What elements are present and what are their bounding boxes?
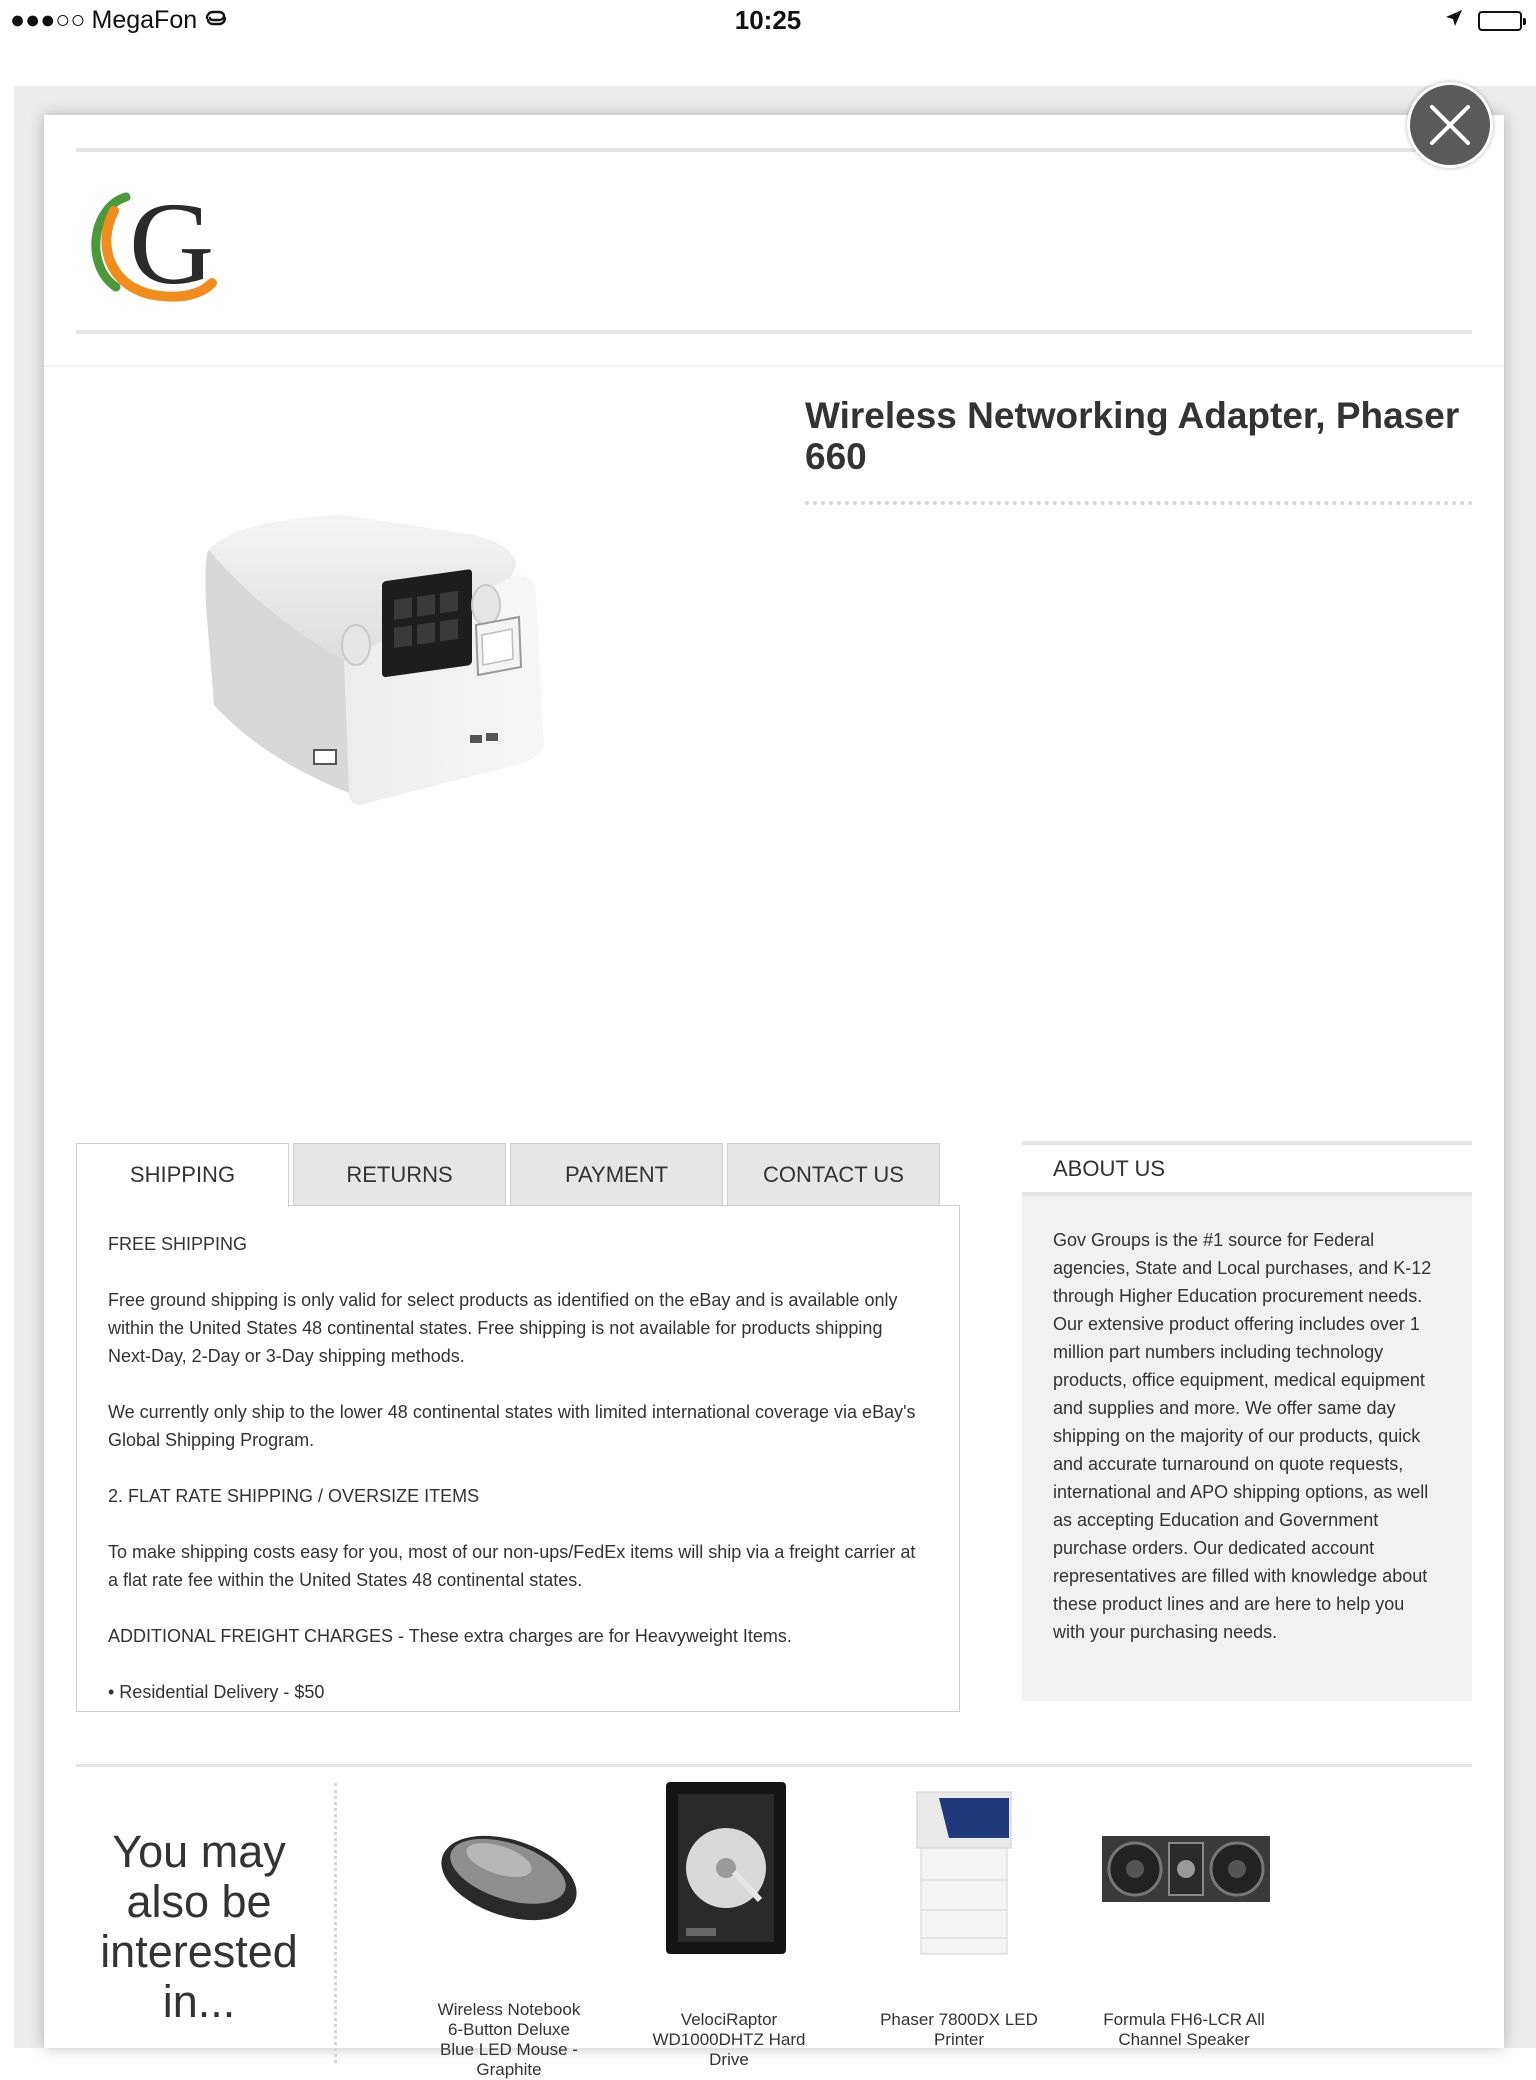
close-icon xyxy=(1429,104,1471,146)
printer-image xyxy=(909,1790,1019,1965)
info-tabs xyxy=(76,1143,940,1207)
related-item-label: Formula FH6-LCR All Channel Speaker xyxy=(1103,2010,1265,2049)
related-item-label: Wireless Notebook 6-Button Deluxe Blue LED Mouse - Graphite xyxy=(437,2000,581,2079)
status-right xyxy=(1444,8,1522,33)
related-item-printer[interactable] xyxy=(874,1780,1044,2050)
product-image[interactable] xyxy=(144,495,644,835)
tab-returns[interactable]: RETURNS xyxy=(293,1143,506,1205)
speaker-image xyxy=(1101,1835,1271,1908)
shipping-paragraph: ADDITIONAL FREIGHT CHARGES - These extra charges are for Heavyweight Items. xyxy=(108,1626,792,1646)
tab-contact-us[interactable]: CONTACT US xyxy=(727,1143,940,1205)
shipping-list-item: • Residential Delivery - $50 xyxy=(108,1682,325,1702)
shipping-panel[interactable] xyxy=(76,1205,960,1712)
about-us-body: Gov Groups is the #1 source for Federal agencies, State and Local purchases, and K-12 through Higher Education procurement needs. Our extensive product offering includes over 1 million part numbers including technology products, office equipment, medical equipment and supplies and more. We offer same day shipping on the majority of our products, quick and accurate turnaround on quote requests, international and APO shipping options, as well as accepting Education and Government purchase orders. Our dedicated account representatives are filled with knowledge about these product lines and are here to help you with your purchasing needs. xyxy=(1022,1196,1472,1701)
related-item-mouse[interactable] xyxy=(434,1780,584,2079)
related-item-speaker[interactable] xyxy=(1099,1780,1269,2050)
tab-shipping[interactable]: SHIPPING xyxy=(76,1143,289,1207)
close-button[interactable] xyxy=(1407,82,1493,168)
hard-drive-image xyxy=(664,1780,788,1961)
gov-groups-logo[interactable] xyxy=(74,175,244,310)
header-divider-top xyxy=(76,148,1472,152)
related-dotted-divider xyxy=(334,1783,337,2063)
signal-strength: ●●●○○ xyxy=(10,6,86,34)
related-title: You may also be interested in... xyxy=(100,1826,298,2027)
related-divider-top xyxy=(76,1764,1472,1767)
shipping-paragraph: To make shipping costs easy for you, most of our non-ups/FedEx items will ship via a freight carrier at a flat rate fee within the United States 48 continental states. xyxy=(108,1542,916,1590)
svg-text:G: G xyxy=(129,178,215,309)
location-arrow-icon xyxy=(1444,8,1464,33)
header-shadow xyxy=(44,365,1504,367)
mouse-image xyxy=(434,1820,584,1935)
product-modal xyxy=(44,115,1504,2079)
title-dotted-rule xyxy=(805,501,1473,505)
status-bar xyxy=(0,0,1536,40)
related-item-hard-drive[interactable] xyxy=(644,1780,814,2069)
header-divider-bottom xyxy=(76,330,1472,334)
related-item-label: VelociRaptor WD1000DHTZ Hard Drive xyxy=(652,2010,806,2069)
status-time: 10:25 xyxy=(734,5,802,35)
carrier-name: MegaFon xyxy=(91,6,198,34)
shipping-paragraph: Free ground shipping is only valid for select products as identified on the eBay and is available only within the United States 48 continental states. Free shipping is not available for products shipping Next-Day, 2-Day or 3-Day shipping methods. xyxy=(108,1290,898,1366)
shipping-paragraph: We currently only ship to the lower 48 continental states with limited international coverage via eBay's Global Shipping Program. xyxy=(108,1402,916,1450)
related-item-label: Phaser 7800DX LED Printer xyxy=(880,2010,1038,2049)
shipping-heading: 2. FLAT RATE SHIPPING / OVERSIZE ITEMS xyxy=(108,1486,480,1506)
shipping-heading: FREE SHIPPING xyxy=(108,1234,248,1254)
product-title: Wireless Networking Adapter, Phaser 660 xyxy=(805,395,1460,477)
about-us-title: ABOUT US xyxy=(1022,1141,1472,1196)
battery-icon xyxy=(1478,11,1522,31)
tab-payment[interactable]: PAYMENT xyxy=(510,1143,723,1205)
